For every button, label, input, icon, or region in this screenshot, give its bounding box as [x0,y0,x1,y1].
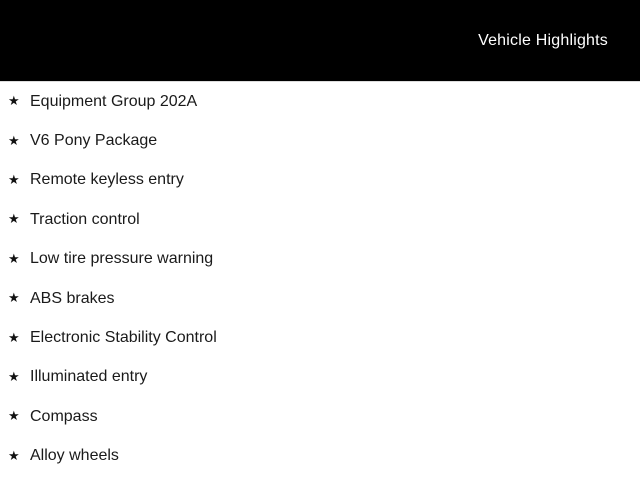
list-item [0,121,640,160]
list-item [0,200,640,239]
list-item-label: Illuminated entry [30,368,148,386]
list-item [0,161,640,200]
star-icon: ★ [8,369,20,385]
star-icon: ★ [8,409,20,425]
page-title: Vehicle Highlights [478,31,608,49]
list-item-label: Remote keyless entry [30,171,184,189]
star-icon: ★ [8,172,20,188]
list-item-label: Traction control [30,210,140,228]
list-item-label: Low tire pressure warning [30,250,214,268]
star-icon: ★ [8,212,20,228]
list-item [0,279,640,318]
star-icon: ★ [8,448,20,464]
list-item-label: Electronic Stability Control [30,329,217,347]
list-item-label: Equipment Group 202A [30,92,198,110]
star-icon: ★ [8,133,20,149]
list-item [0,318,640,357]
list-item-label: ABS brakes [30,289,115,307]
star-icon: ★ [8,94,20,110]
list-item [0,240,640,279]
list-item [0,397,640,436]
list-item [0,82,640,121]
list-item [0,437,640,476]
star-icon: ★ [8,291,20,307]
list-item-label: Alloy wheels [30,447,119,465]
star-icon: ★ [8,330,20,346]
list-item-label: V6 Pony Package [30,132,158,150]
list-item [0,358,640,397]
star-icon: ★ [8,251,20,267]
header-bar [0,0,640,82]
highlight-list [0,82,640,476]
list-item-label: Compass [30,407,98,425]
